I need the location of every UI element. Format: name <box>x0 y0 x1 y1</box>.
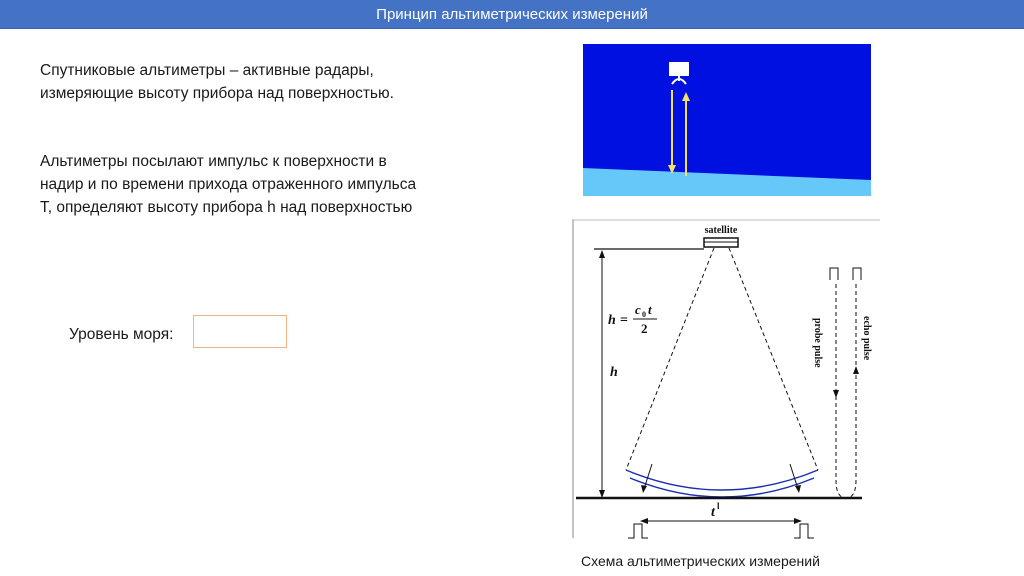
title-bar <box>0 0 1024 29</box>
description-paragraph-2: Альтиметры посылают импульс к поверхности в надир и по времени прихода отраженного импульса T, определяют высоту прибора h над поверхностью <box>40 153 417 216</box>
description-paragraph-1: Спутниковые альтиметры – активные радары, измеряющие высоту прибора над поверхностью. <box>40 62 394 102</box>
return-time-pulses <box>628 518 814 538</box>
altimetry-schema-diagram <box>572 218 884 548</box>
echo-pulse-label: echo pulse <box>861 316 872 361</box>
svg-text:=: = <box>620 313 628 328</box>
footprint-edge-arrows <box>641 464 801 493</box>
svg-text:0: 0 <box>642 310 646 319</box>
slide-title: Принцип альтиметрических измерений <box>376 5 648 23</box>
svg-text:l: l <box>717 501 720 511</box>
radar-beam-cone <box>626 248 818 470</box>
height-dimension-arrow <box>599 250 605 498</box>
height-label: h <box>610 365 618 380</box>
svg-text:h: h <box>608 313 616 328</box>
satellite-label: satellite <box>704 225 738 236</box>
diagram-caption: Схема альтиметрических измерений <box>581 553 820 569</box>
probe-pulse-path <box>830 268 846 498</box>
sea-level-label: Уровень моря: <box>69 326 174 343</box>
satellite-scene-illustration <box>583 44 871 196</box>
echo-pulse-path <box>846 268 861 498</box>
sea-level-input[interactable] <box>193 315 287 348</box>
satellite-antenna-icon <box>704 238 738 247</box>
probe-pulse-label: probe pulse <box>812 318 823 368</box>
svg-text:t: t <box>648 302 652 317</box>
pulse-footprint-arcs <box>626 470 818 497</box>
height-formula <box>608 302 657 336</box>
time-label <box>711 501 720 520</box>
svg-text:c: c <box>635 302 641 317</box>
svg-text:t: t <box>711 505 715 520</box>
svg-text:2: 2 <box>641 321 648 336</box>
